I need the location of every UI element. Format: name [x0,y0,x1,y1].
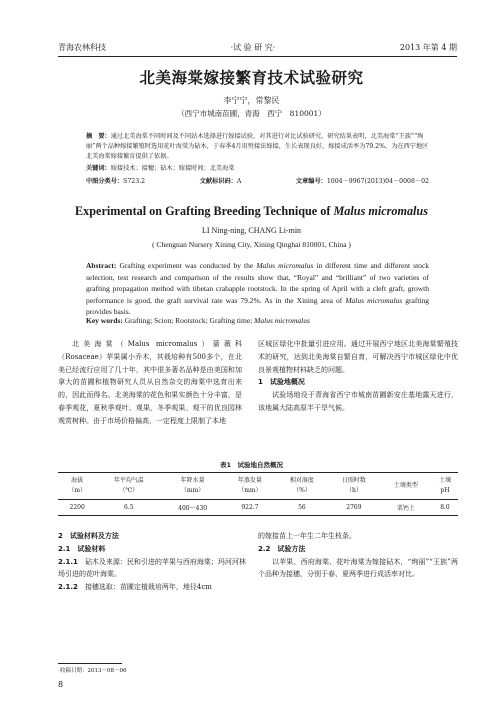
table-header-cell: 土壤类型 [393,482,418,489]
intro-continued: 区城区绿化中批量引进应用。通过开展西宁地区北美海棠繁殖技术的研究，达到北美海棠自繁自育，可解决西宁市城区绿化中优良景观植物材料缺乏的问题。 [258,340,458,374]
section-2-1-heading: 2.1 试验材料 [58,544,106,553]
page-number: 8 [58,680,64,689]
affiliation-en: ( Chengnan Nursery Xining City, Xining Qinghai 810001, China ) [152,240,351,249]
section-2-1-1: 2.1.1 砧木及来源：民和引进的苹果与西府海棠；玛河河林场引进的花叶海棠。 [58,557,246,579]
table-cell: 2769 [346,504,362,511]
table-cell: 栗钙土 [396,505,415,512]
site-conditions-table [58,472,458,516]
section-1-heading: 1 试验地概况 [258,378,305,387]
table-header-cell: 海拔 （m） [68,477,87,494]
section-2-2-text: 以苹果、西府海棠、花叶海棠为嫁接砧木，“绚丽”“王族”两个品种为接穗，分别于春、夏两季进行成活率对比。 [258,557,458,579]
title-en: Experimental on Grafting Breeding Technique of Malus micromalus [75,204,428,218]
authors-en: LI Ning-ning, CHANG Li-min [201,226,302,235]
intro-left-column [58,338,242,428]
methods-left-column [58,530,248,594]
authors-cn: 李宁宁，常黎民 [223,96,280,105]
table-header-cell: 年平均气温 （℃） [113,477,144,494]
received-date: 收稿日期：2013－08－06 [60,668,127,674]
table-cell: 6.5 [124,504,134,511]
table-header-cell: 相对湿度 （%） [289,477,314,494]
article-number: 文章编号：1004－9967(2013)04－0008－02 [295,178,429,185]
abstract-cn [86,132,429,162]
table-header-cell: 年降水量 （mm） [180,477,205,494]
table-cell: 400～430 [178,505,208,512]
doc-code: 文献标识码：A [199,178,242,185]
table-header-cell: 日照时数 （h） [341,477,366,494]
table-cell: 922.7 [241,504,259,511]
clc-code: 中图分类号：S723.2 [86,178,146,185]
classification-row [86,176,429,185]
abstract-en-label: Abstract: [86,261,117,270]
abstract-cn-label: 摘 要： [86,133,111,140]
abstract-cn-text: 通过北美海棠不同时间及不同站木选择进行嫁接试验，对其进行对比试验研究，研究结果表明，北美海棠“王族”“绚丽”两个品种嫁接繁殖时选用花叶海棠为砧木，于春季4月用劈接法嫁接，生长表现良好，嫁接成活率为79.2%，为在西宁地区北美海棠嫁接繁育提供了依据。 [86,133,429,160]
affiliation-cn: （西宁市城南苗圃，青海 西宁 810001） [177,109,326,118]
section-2-2-heading: 2.2 试验方法 [258,544,306,553]
keywords-en-label: Key words: [86,316,123,325]
table-cell: 56 [298,504,306,511]
table-caption: 表1 试验地自然概况 [219,461,284,469]
section-2-1-2: 2.1.2 接穗选取：苗圃定植栽培两年，地径4cm [58,583,212,592]
running-header [58,40,457,54]
keywords-cn-text: 嫁接技术；接穗；砧木；嫁接时间；北美海棠 [110,165,235,172]
issue-label: 2013 年第 4 期 [399,42,457,52]
title-cn: 北美海棠嫁接繁育技术试验研究 [139,69,364,87]
intro-right-column [258,338,458,415]
methods-continued: 的嫁接苗上一年生二年生枝条。 [258,532,356,540]
keywords-cn-label: 关键词： [86,165,111,172]
section-2-heading: 2 试验材料及方法 [58,532,119,540]
intro-paragraph: 北美海棠（Malus micromalus）蔷薇科（Rosaceae）苹果属小乔木，其栽培种有500多个，在北美已经流行应用了几十年，其中很多著名品种是由美国和加拿大的苗圃和植物研究人员从自然杂交的海棠中选育出来的，因此而得名。北美海棠的花色和果实颜色十分丰富，是春季观花，夏秋季观叶、观果，冬季观果、观干的优良园林观赏树种。由于市场价格偏高，一定程度上限制了本地 [58,340,242,425]
keywords-en: Key words: Grafting; Scion; Rootstock; Grafting time; Malus micromalus [86,316,310,325]
table-header-cell: 土壤 pH [438,477,451,494]
table-row [58,500,458,516]
table-header-row [58,473,458,500]
footnote-rule [58,663,122,664]
title-en-species: Malus micromalus [333,204,428,218]
table-header-cell: 年蒸发量 （mm） [237,477,262,494]
abstract-en: Abstract: Grafting experiment was conducted by the Malus micromalus in different time and different stock selection, test research and comparison of the results show that, “Royal” and “brilliant” of two varieties of grafting propagation method with tibetan crabapple rootstock. In the spring of April with a cleft graft, growth performance is good, the graft survival rate was 79.2%. As in the Xining area of Malus micromalus grafting provides basis. [86,261,430,317]
table-cell: 8.0 [440,504,450,511]
journal-name: 青海农林科技 [58,42,106,52]
methods-right-column [258,530,458,581]
section-label: ·试 验 研 究· [230,42,276,52]
table-cell: 2200 [69,504,85,511]
keywords-cn [86,164,429,174]
section-1-text: 试验场地设于青海省西宁市城南苗圃新安庄基地露天进行，该地属大陆高原半干旱气候。 [258,391,458,412]
header-rule [58,56,457,57]
